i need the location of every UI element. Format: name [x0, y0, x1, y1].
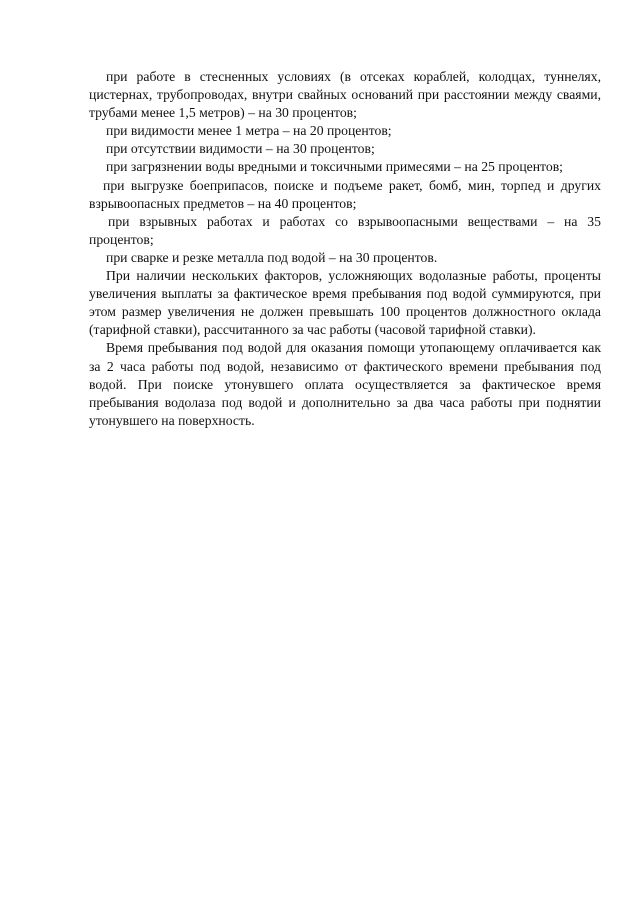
paragraph-welding: при сварке и резке металла под водой – на 30 процентов. — [106, 249, 438, 265]
paragraph-no-visibility: при отсутствии видимости – на 30 процентов; — [106, 141, 375, 157]
paragraph-water-pollution: при загрязнении воды вредными и токсичными примесями – на 25 процентов; — [106, 159, 563, 175]
paragraph-rescue-time: Время пребывания под водой для оказания помощи утопающему оплачивается как за 2 часа работы под водой, независимо от фактического времени пребывания под водой. При поиске утонувшего оплата осуществляется за фактическое время пребывания водолаза под водой и дополнительно за два часа работы при поднятии утонувшего на поверхность. — [89, 340, 601, 428]
paragraph-explosive-works: при взрывных работах и работах со взрывоопасными веществами – на 35 процентов; — [89, 213, 601, 247]
paragraph-visibility-low: при видимости менее 1 метра – на 20 процентов; — [106, 123, 392, 139]
paragraph-confined-conditions: при работе в стесненных условиях (в отсеках кораблей, колодцах, туннелях, цистернах, трубопроводах, внутри свайных оснований при расстоянии между сваями, трубами менее 1,5 метров) – на 30 процентов; — [89, 69, 601, 121]
document-body — [89, 68, 601, 430]
paragraph-ammunition: при выгрузке боеприпасов, поиске и подъеме ракет, бомб, мин, торпед и других взрывоопасных предметов – на 40 процентов; — [89, 177, 601, 211]
paragraph-multiple-factors: При наличии нескольких факторов, усложняющих водолазные работы, проценты увеличения выплаты за фактическое время пребывания под водой суммируются, при этом размер увеличения не должен превышать 100 процентов должностного оклада (тарифной ставки), рассчитанного за час работы (часовой тарифной ставки). — [89, 268, 601, 338]
